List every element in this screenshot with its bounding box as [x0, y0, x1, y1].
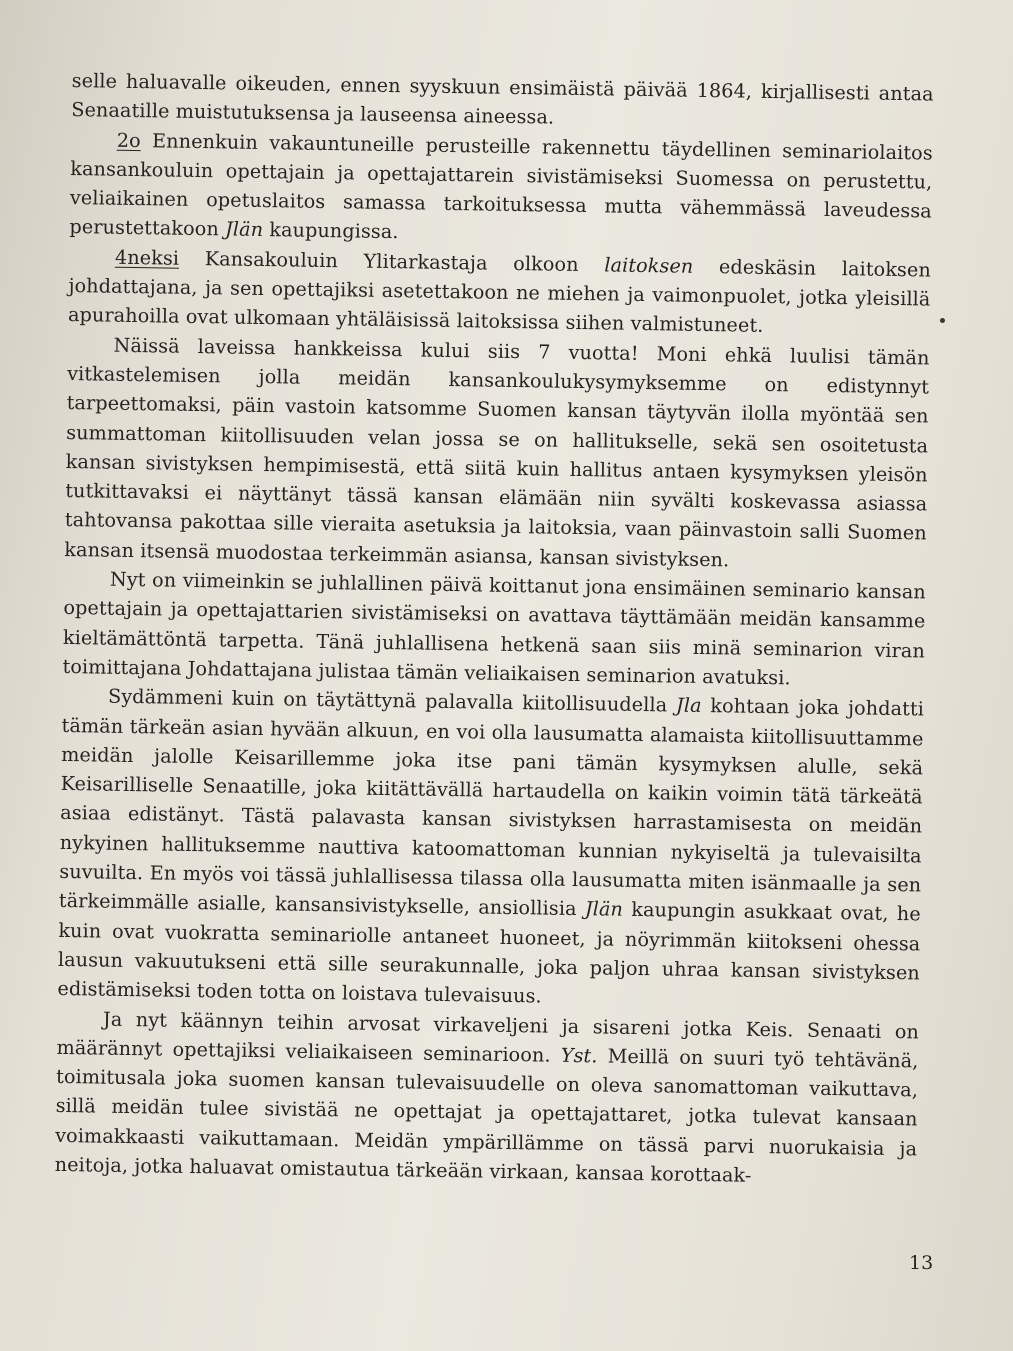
text-run: Nyt on viimeinkin se juhlallinen päivä koittanut jona ensimäinen seminario kansan opettajain ja opettajattarien sivistämiseksi on avattava täyttämään meidän kansamme kieltämättöntä tarpetta. Tänä juhlallisena hetkenä saan siis minä seminarion viran toimittajana Johdattajana julistaa tämän veliaikaisen seminarion avatuksi.	[62, 567, 927, 690]
underlined-text: 2o	[116, 128, 141, 152]
text-run: kaupungin asukkaat ovat, he kuin ovat vuokratta seminariolle antaneet huoneet, ja nöyrimmän kiitokseni ohessa lausun vakuutukseni että sille seurakunnalle, joka paljon uhraa kansan sivistyksen edistämiseksi toden totta on loistava tulevaisuus.	[57, 898, 921, 1008]
text-run: edeskäsin laitoksen johdattajana, ja sen opettajiksi asetettakoon ne miehen ja vaimonpuolet, jotka yleisillä apurahoilla ovat ulkomaan yhtäläisissä laitoksissa siihen valmistuneet.	[67, 254, 932, 338]
italic-text: Yst.	[560, 1043, 598, 1068]
text-run: Meillä on suuri työ tehtävänä, toimitusala joka suomen kansan tulevaisuudelle on oleva sanomattoman vaikuttava, sillä meidän tulee sivistää ne opettajat ja opettajattaret, jotka tulevat kansaan voimakkaasti vaikuttamaan. Meidän ympärillämme on tässä parvi nuorukaisia ja neitoja, jotka haluavat omistautua tärkeään virkaan, kansaa korottaak-	[54, 1044, 919, 1187]
text-run: Ennenkuin vakauntuneille perusteille rakennettu täydellinen seminariolaitos kansankouluin opettajain ja opettajattarein sivistämiseksi Suomessa on perustettu, veliaikainen opetuslaitos samassa tarkoituksessa mutta vähemmässä laveudessa perustettakoon	[69, 128, 933, 241]
paragraph-4	[64, 330, 930, 578]
text-run: kaupungissa.	[262, 218, 399, 244]
body-text	[55, 66, 934, 1193]
text-run: Ja nyt käännyn teihin arvosat virkaveljeni ja sisareni jotka Keis. Senaati on määrännyt opettajiksi veliaikaiseen seminarioon.	[56, 1007, 920, 1067]
paragraph-7	[55, 1003, 920, 1192]
paragraph-3	[68, 242, 931, 343]
italic-text: Jlän	[584, 897, 624, 922]
text-run: Sydämmeni kuin on täytättynä palavalla kiitollisuudella	[107, 684, 677, 717]
page-number: 13	[909, 1252, 934, 1274]
underlined-text: 4neksi	[114, 245, 180, 270]
italic-text: Jla	[675, 693, 702, 718]
paragraph-5	[62, 564, 926, 695]
text-run: selle haluavalle oikeuden, ennen syyskuun ensimäistä päivää 1864, kirjallisesti antaa Senaatille muistutuksensa ja lauseensa aineessa.	[71, 68, 934, 129]
paragraph-6	[57, 681, 924, 1017]
text-run: Näissä laveissa hankkeissa kului siis 7 vuotta! Moni ehkä luulisi tämän vitkastelemisen jolla meidän kansankoulukysymyksemme on edistynnyt tarpeettomaksi, päin vastoin katsomme Suomen kansan täytyvän ilolla myöntää sen summattoman kiitollisuuden velan jossa se on hallitukselle, sekä sen osoitetusta kansan sivistyksen hempimisestä, että siitä kuin hallitus antaen kysymyksen yleisön tutkittavaksi ei näyttänyt tässä kansan elämään niin syvälti koskevassa asiassa tahtovansa pakottaa sille vieraita asetuksia ja laitoksia, vaan päinvastoin salli Suomen kansan itsensä muodostaa terkeimmän asiansa, kansan sivistyksen.	[64, 333, 930, 572]
italic-text: Jlän	[224, 217, 264, 242]
ink-speck	[940, 318, 945, 323]
text-run: Kansakouluin Ylitarkastaja olkoon	[178, 246, 605, 277]
text-run: kohtaan joka johdatti tämän tärkeän asian hyvään alkuun, en voi olla lausumatta alamaista kiitollisuuttamme meidän jalolle Keisarillemme joka itse pani tämän kysymyksen alulle, sekä Keisarilliselle Senaatille, joka kiitättävällä hartaudella on kaikin voimin tätä tärkeätä asiaa edistänyt. Tästä palavasta kansan sivistyksen harrastamisesta on meidän nykyinen hallituksemme nauttiva katoomattoman kunnian nykyiseltä ja tulevaisilta suvuilta. En myös voi tässä juhlallisessa tilassa olla lausumatta miten isänmaalle ja sen tärkeimmälle asialle, kansansivistykselle, ansiollisia	[58, 694, 925, 921]
paragraph-2	[69, 125, 933, 256]
italic-text: laitoksen	[604, 253, 694, 278]
